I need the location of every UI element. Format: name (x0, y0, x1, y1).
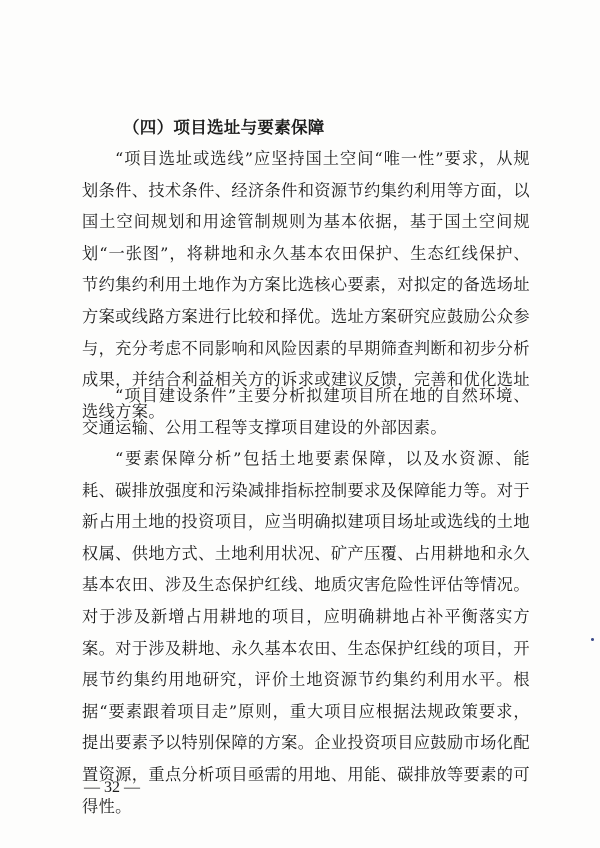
paragraph-construction-conditions: “项目建设条件”主要分析拟建项目所在地的自然环境、交通运输、公用工程等支撑项目建设的外部因素。 (82, 386, 530, 437)
paragraph-site-selection: “项目选址或选线”应坚持国土空间“唯一性”要求，从规划条件、技术条件、经济条件和资源节约集约利用等方面，以国土空间规划和用途管制规则为基本依据，基于国土空间规划“一张图”，将耕地和永久基本农田保护、生态红线保护、节约集约利用土地作为方案比选核心要素，对拟定的备选场址方案或线路方案进行比较和择优。选址方案研究应鼓励公众参与，充分考虑不同影响和风险因素的早期筛查判断和初步分析成果，并结合利益相关方的诉求或建议反馈，完善和优化选址选线方案。 (82, 149, 530, 421)
page-number: — 32 — (84, 779, 140, 796)
section-heading: （四）项目选址与要素保障 (123, 118, 325, 137)
paragraph-factor-guarantee: “要素保障分析”包括土地要素保障，以及水资源、能耗、碳排放强度和污染减排指标控制要求及保障能力等。对于新占用土地的投资项目，应当明确拟建项目场址或选线的土地权属、供地方式、土地利用状况、矿产压覆、占用耕地和永久基本农田、涉及生态保护红线、地质灾害危险性评估等情况。对于涉及新增占用耕地的项目，应明确耕地占补平衡落实方案。对于涉及耕地、永久基本农田、生态保护红线的项目，开展节约集约用地研究，评价土地资源节约集约利用水平。根据“要素跟着项目走”原则，重大项目应根据法规政策要求，提出要素予以特别保障的方案。企业投资项目应鼓励市场化配置资源，重点分析项目亟需的用地、用能、碳排放等要素的可得性。 (82, 449, 530, 816)
scan-speck (591, 638, 594, 641)
